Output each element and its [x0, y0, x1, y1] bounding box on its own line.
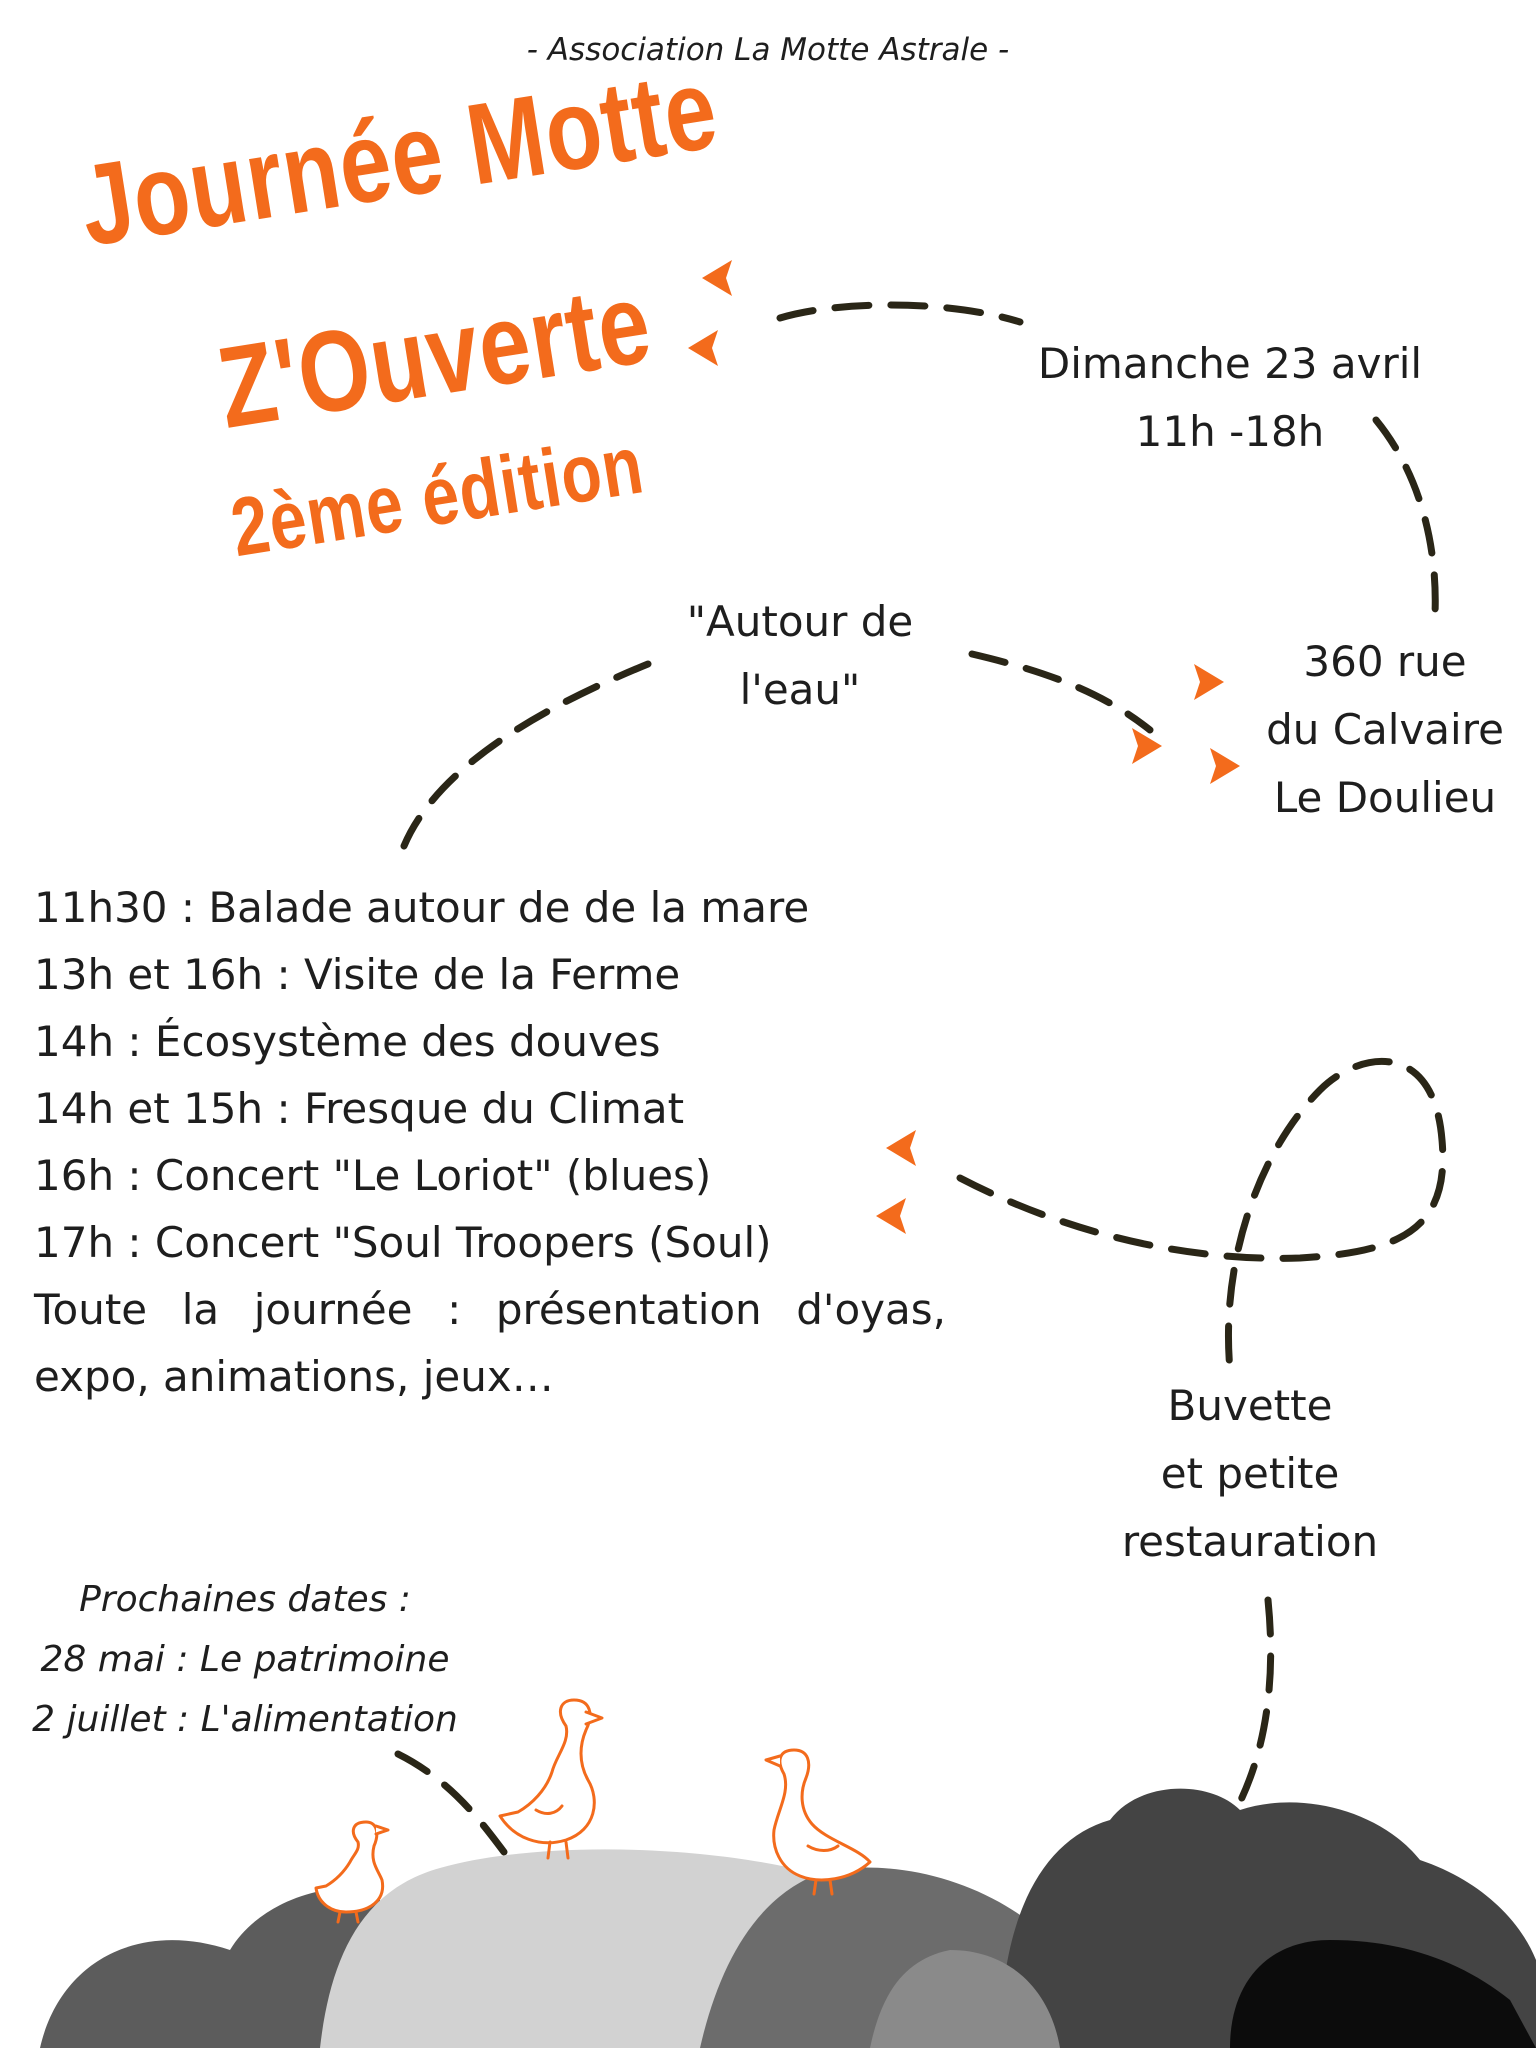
schedule-list [34, 874, 946, 1410]
buvette-line: restauration [1121, 1517, 1379, 1566]
event-hours-line: 11h -18h [1135, 407, 1325, 456]
buvette-info [1110, 1372, 1390, 1576]
schedule-item: 11h30 : Balade autour de de la mare [34, 883, 810, 932]
event-date [1030, 330, 1430, 466]
schedule-item: 14h : Écosystème des douves [34, 1017, 661, 1066]
schedule-item: 14h et 15h : Fresque du Climat [34, 1084, 685, 1133]
title-edition: 2ème édition [224, 417, 650, 574]
buvette-line: Buvette [1167, 1381, 1333, 1430]
schedule-item: expo, animations, jeux… [34, 1352, 554, 1401]
dashed-path-top [780, 305, 1020, 322]
next-dates [10, 1570, 480, 1750]
dashed-path-loop [960, 1061, 1443, 1370]
event-theme [670, 588, 930, 724]
address-line: 360 rue [1303, 637, 1467, 686]
schedule-item: 13h et 16h : Visite de la Ferme [34, 950, 681, 999]
title-line-2: Z'Ouverte [209, 258, 660, 453]
schedule-item: 17h : Concert "Soul Troopers (Soul) [34, 1218, 772, 1267]
address-line: du Calvaire [1266, 705, 1504, 754]
association-name: - Association La Motte Astrale - [526, 32, 1010, 68]
buvette-line: et petite [1160, 1449, 1340, 1498]
theme-line: "Autour de [686, 597, 914, 646]
next-date-item: 2 juillet : L'alimentation [32, 1699, 458, 1740]
next-dates-heading: Prochaines dates : [79, 1579, 411, 1620]
schedule-item: Toute la journée : présentation d'oyas, [34, 1285, 946, 1334]
title-line-1: Journée Motte [71, 44, 726, 271]
theme-line: l'eau" [739, 665, 861, 714]
event-address [1240, 628, 1530, 832]
next-date-item: 28 mai : Le patrimoine [40, 1639, 450, 1680]
event-date-line: Dimanche 23 avril [1037, 339, 1423, 388]
address-line: Le Doulieu [1273, 773, 1497, 822]
dashed-path-theme-left [404, 664, 648, 846]
schedule-item: 16h : Concert "Le Loriot" (blues) [34, 1151, 712, 1200]
dashed-path-theme-right [972, 654, 1150, 730]
dashed-path-next [398, 1754, 504, 1852]
